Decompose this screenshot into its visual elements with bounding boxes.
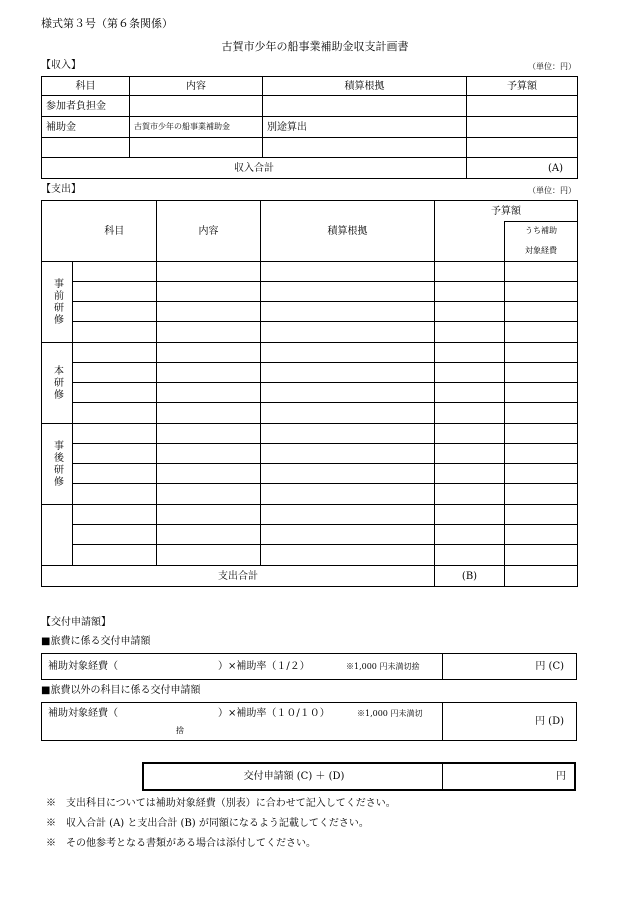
income-heading: 【収入】 [41,60,81,71]
table-row [42,138,578,158]
table-row [42,505,578,525]
expense-col-subject: 科目 [73,201,157,262]
income-total-label: 収入合計 [42,158,467,179]
expense-col-basis: 積算根拠 [261,201,435,262]
table-row [42,383,578,403]
expense-group-pre-training: 事前研修 [42,262,73,343]
table-row [42,424,578,444]
table-row [42,96,578,117]
income-content-cell[interactable]: 古賀市少年の船事業補助金 [130,117,263,138]
note-1: ※ 支出科目については補助対象経費（別表）に合わせて記入してください。 [46,798,396,809]
travel-heading: ■旅費に係る交付申請額 [41,636,151,647]
table-row [42,484,578,505]
note-2: ※ 収入合計 (A) と支出合計 (B) が同額になるよう記載してください。 [46,818,369,829]
total-application-unit[interactable]: 円 [556,771,566,782]
total-application-box [142,762,576,791]
table-row [42,444,578,464]
expense-header-row [42,201,578,222]
travel-rounding-note: ※1,000 円未満切捨 [346,662,420,671]
other-application-box [41,702,577,741]
table-row [42,464,578,484]
expense-col-subsidy: うち補助 [505,222,578,242]
expense-col-content: 内容 [157,201,261,262]
other-heading: ■旅費以外の科目に係る交付申請額 [41,685,201,696]
income-basis-cell[interactable] [263,96,467,117]
income-basis-cell[interactable]: 別途算出 [263,117,467,138]
table-row [42,322,578,343]
income-amount-cell[interactable] [467,138,578,158]
table-row [42,545,578,566]
income-col-subject: 科目 [42,77,130,96]
note-3: ※ その他参考となる書類がある場合は添付してください。 [46,838,316,849]
income-content-cell[interactable] [130,138,263,158]
expense-total-marker: (B) [435,566,505,587]
table-row [42,262,578,282]
page-title: 古賀市少年の船事業補助金収支計画書 [221,40,409,53]
income-amount-cell[interactable] [467,117,578,138]
expense-total-row [42,566,578,587]
other-result[interactable]: 円 (D) [535,716,564,727]
other-rounding-note-2: 捨 [176,726,184,735]
expense-group-other[interactable] [42,505,73,566]
other-rounding-note: ※1,000 円未満切 [357,709,423,718]
expense-group-main-training: 本研修 [42,343,73,424]
travel-application-box [41,653,577,680]
table-row [42,117,578,138]
income-amount-cell[interactable] [467,96,578,117]
form-number: 様式第３号（第６条関係） [41,17,173,30]
travel-result[interactable]: 円 (C) [535,661,564,672]
income-col-basis: 積算根拠 [263,77,467,96]
table-row [42,282,578,302]
income-subject-cell[interactable] [42,138,130,158]
income-subject-cell[interactable]: 参加者負担金 [42,96,130,117]
income-table [41,76,578,179]
other-calc-line[interactable]: 補助対象経費（ ）×補助率（１０/１０） [48,708,330,719]
income-header-row [42,77,578,96]
table-row [42,343,578,363]
total-application-label: 交付申請額 (C) ＋ (D) [243,771,345,782]
expense-total-label: 支出合計 [42,566,435,587]
income-total-row [42,158,578,179]
expense-heading: 【支出】 [41,184,81,195]
income-col-amount: 予算額 [467,77,578,96]
expense-table [41,200,578,587]
table-row [42,525,578,545]
application-heading: 【交付申請額】 [41,617,111,628]
expense-group-post-training: 事後研修 [42,424,73,505]
income-basis-cell[interactable] [263,138,467,158]
expense-col-budget: 予算額 [435,201,578,222]
expense-col-subsidy-2: 対象経費 [505,242,578,262]
travel-calc-line[interactable]: 補助対象経費（ ）×補助率（１/２） [48,661,310,672]
income-col-content: 内容 [130,77,263,96]
expense-unit: （単位：円） [528,186,576,195]
income-content-cell[interactable] [130,96,263,117]
table-row [42,363,578,383]
table-row [42,403,578,424]
income-total-marker: (A) [467,158,578,179]
income-unit: （単位：円） [528,62,576,71]
income-subject-cell[interactable]: 補助金 [42,117,130,138]
table-row [42,302,578,322]
